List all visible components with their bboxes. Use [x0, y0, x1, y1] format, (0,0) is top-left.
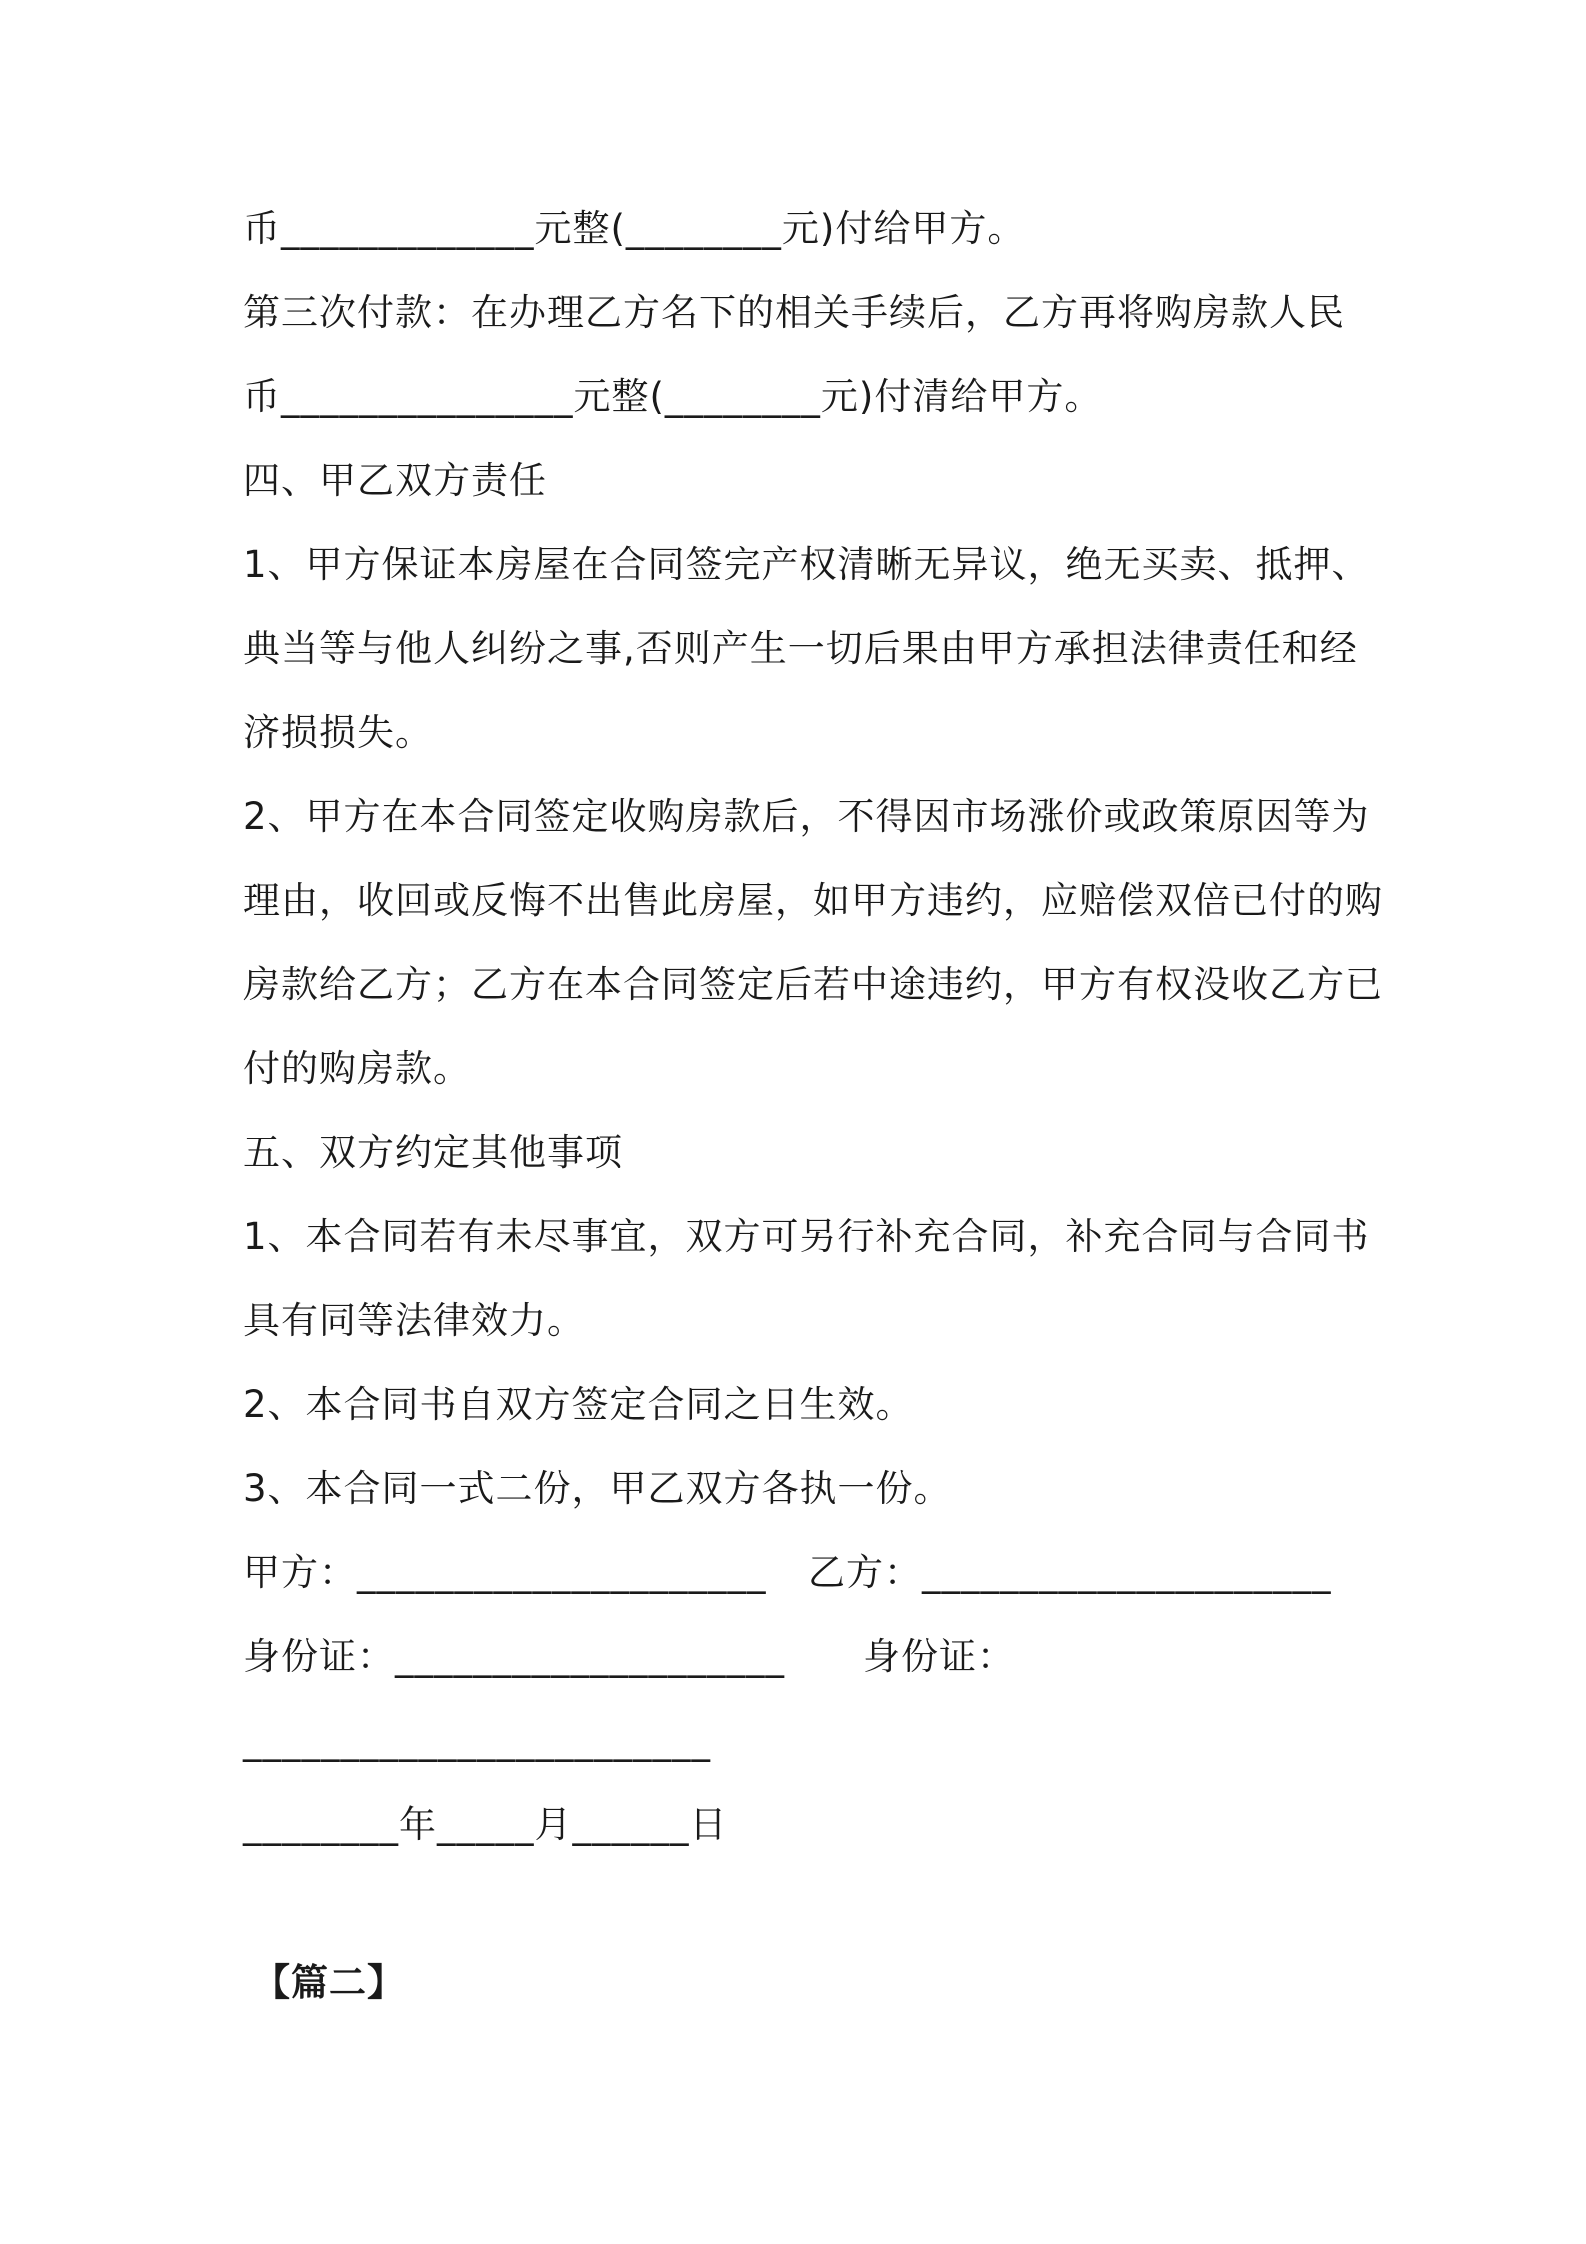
party-b-id-line: ________________________	[243, 1719, 711, 1762]
clause-4-2-line-2: 理由，收回或反悔不出售此房屋，如甲方违约，应赔偿双倍已付的购	[243, 879, 1383, 922]
clause-4-1-line-3: 济损损失。	[243, 711, 433, 754]
clause-5-1-line-1: 1、本合同若有未尽事宜，双方可另行补充合同，补充合同与合同书	[243, 1215, 1370, 1258]
section-five-heading: 五、双方约定其他事项	[243, 1131, 623, 1174]
clause-5-3: 3、本合同一式二份，甲乙双方各执一份。	[243, 1467, 952, 1510]
party-a-signature: 甲方：_____________________	[243, 1551, 767, 1594]
payment-line-2-end: 币_____________元整(________元)付给甲方。	[243, 207, 1026, 250]
clause-5-2: 2、本合同书自双方签定合同之日生效。	[243, 1383, 914, 1426]
clause-4-1-line-2: 典当等与他人纠纷之事,否则产生一切后果由甲方承担法律责任和经	[243, 627, 1358, 670]
clause-5-1-line-2: 具有同等法律效力。	[243, 1299, 585, 1342]
clause-4-1-line-1: 1、甲方保证本房屋在合同签完产权清晰无异议，绝无买卖、抵押、	[243, 543, 1370, 586]
section-heading-part-two: 【篇二】	[253, 1961, 405, 2004]
date-line: ________年_____月______日	[243, 1803, 728, 1846]
party-b-id: 身份证：	[863, 1635, 1015, 1678]
clause-4-2-line-4: 付的购房款。	[243, 1047, 471, 1090]
clause-4-2-line-3: 房款给乙方；乙方在本合同签定后若中途违约，甲方有权没收乙方已	[243, 963, 1383, 1006]
payment-line-3: 第三次付款：在办理乙方名下的相关手续后，乙方再将购房款人民	[243, 291, 1345, 334]
payment-line-3-end: 币_______________元整(________元)付清给甲方。	[243, 375, 1103, 418]
party-a-id: 身份证：____________________	[243, 1635, 785, 1678]
section-four-heading: 四、甲乙双方责任	[243, 459, 547, 502]
party-b-signature: 乙方：_____________________	[808, 1551, 1332, 1594]
clause-4-2-line-1: 2、甲方在本合同签定收购房款后，不得因市场涨价或政策原因等为	[243, 795, 1370, 838]
